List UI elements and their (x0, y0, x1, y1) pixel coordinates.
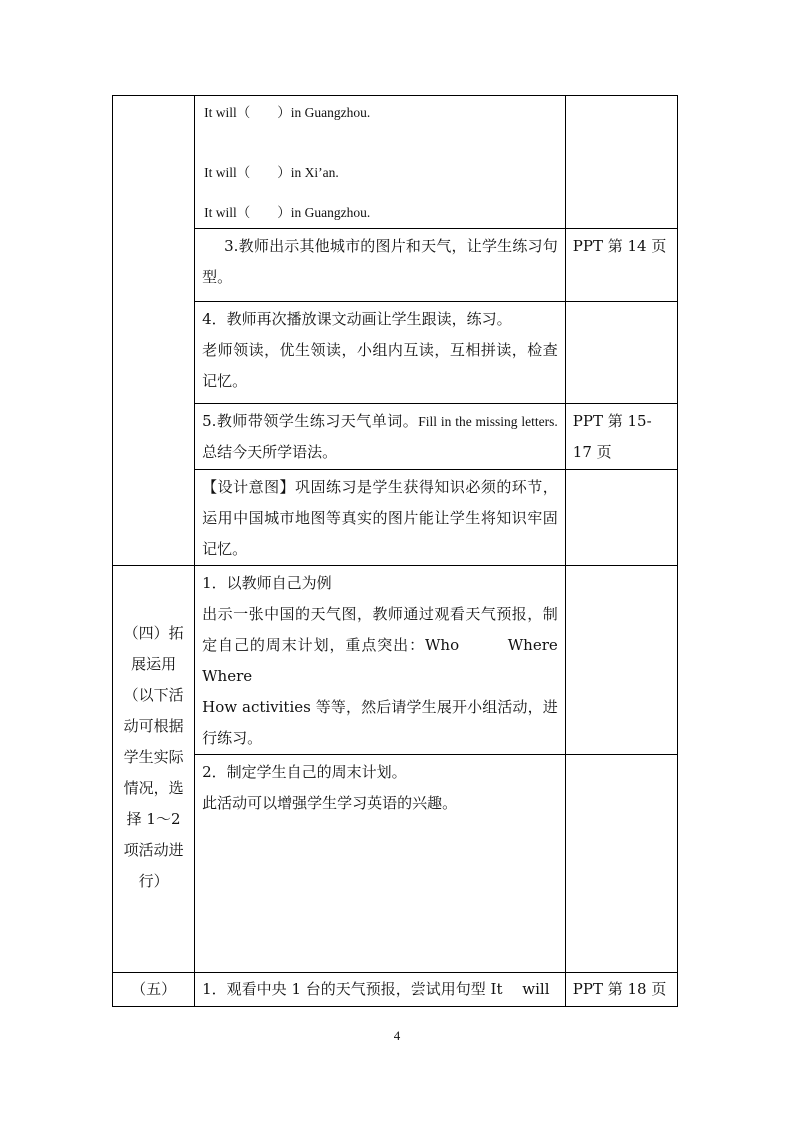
table-row (113, 302, 678, 404)
activity-cell (195, 973, 566, 1007)
stage-label: （四）拓展运用（以下活动可根据学生实际情况，选择 1～2 项活动进行） (123, 624, 184, 890)
resource-text: PPT 第 15-17 页 (572, 412, 652, 461)
sentence-line: It will（ ）in Xi’an. (204, 165, 339, 180)
stage-cell (113, 96, 195, 566)
lesson-plan-table (112, 95, 678, 1007)
resource-text: PPT 第 18 页 (572, 980, 667, 998)
activity-text: 1．观看中央 1 台的天气预报，尝试用句型 It will (202, 980, 550, 998)
design-intent-text: 【设计意图】巩固练习是学生获得知识必须的环节，运用中国城市地图等真实的图片能让学生将知识牢固记忆。 (202, 478, 558, 558)
stage-label: （五） (131, 980, 177, 998)
activity-text: 3.教师出示其他城市的图片和天气，让学生练习句型。 (202, 237, 558, 286)
resource-cell (565, 229, 677, 302)
resource-cell (565, 973, 677, 1007)
table-row (113, 96, 678, 229)
table-row (113, 229, 678, 302)
stage-cell (113, 973, 195, 1007)
activity-cell (195, 566, 588, 755)
resource-cell (565, 302, 677, 404)
activity-cell (195, 302, 566, 404)
sentence-line: It will（ ）in Guangzhou. (204, 105, 371, 120)
resource-text: PPT 第 14 页 (572, 237, 667, 255)
activity-text: 5.教师带领学生练习天气单词。 (202, 412, 419, 430)
resource-cell (565, 755, 677, 973)
table-row (113, 470, 678, 566)
activity-text: 2．制定学生自己的周末计划。 (202, 763, 407, 781)
activity-text: 总结今天所学语法。 (202, 443, 338, 461)
resource-cell (565, 404, 677, 470)
activity-cell (195, 229, 566, 302)
activity-cell (195, 470, 566, 566)
page-number: 4 (393, 1028, 401, 1043)
activity-text: 4．教师再次播放课文动画让学生跟读，练习。 (202, 310, 512, 328)
table-row (113, 755, 678, 973)
activity-text: 老师领读，优生领读，小组内互读，互相拼读，检查记忆。 (202, 341, 558, 390)
stage-cell (113, 566, 195, 973)
table-row (113, 404, 678, 470)
table-row (113, 973, 678, 1007)
resource-cell (565, 566, 677, 755)
activity-cell (195, 404, 566, 470)
activity-text: 1．以教师自己为例 (202, 574, 332, 592)
activity-text: 此活动可以增强学生学习英语的兴趣。 (202, 794, 458, 812)
resource-cell (565, 470, 677, 566)
activity-cell (195, 755, 566, 973)
activity-text: How activities 等等，然后请学生展开小组活动，进行练习。 (202, 698, 558, 747)
activity-text-en: Fill in the missing letters. (418, 414, 558, 429)
sentence-line: It will（ ）in Guangzhou. (204, 205, 371, 220)
table-row (113, 566, 678, 755)
resource-cell (565, 96, 677, 229)
activity-text: 出示一张中国的天气图，教师通过观看天气预报，制定自己的周末计划，重点突出：Who Where Where (202, 605, 588, 685)
activity-cell (195, 96, 566, 229)
